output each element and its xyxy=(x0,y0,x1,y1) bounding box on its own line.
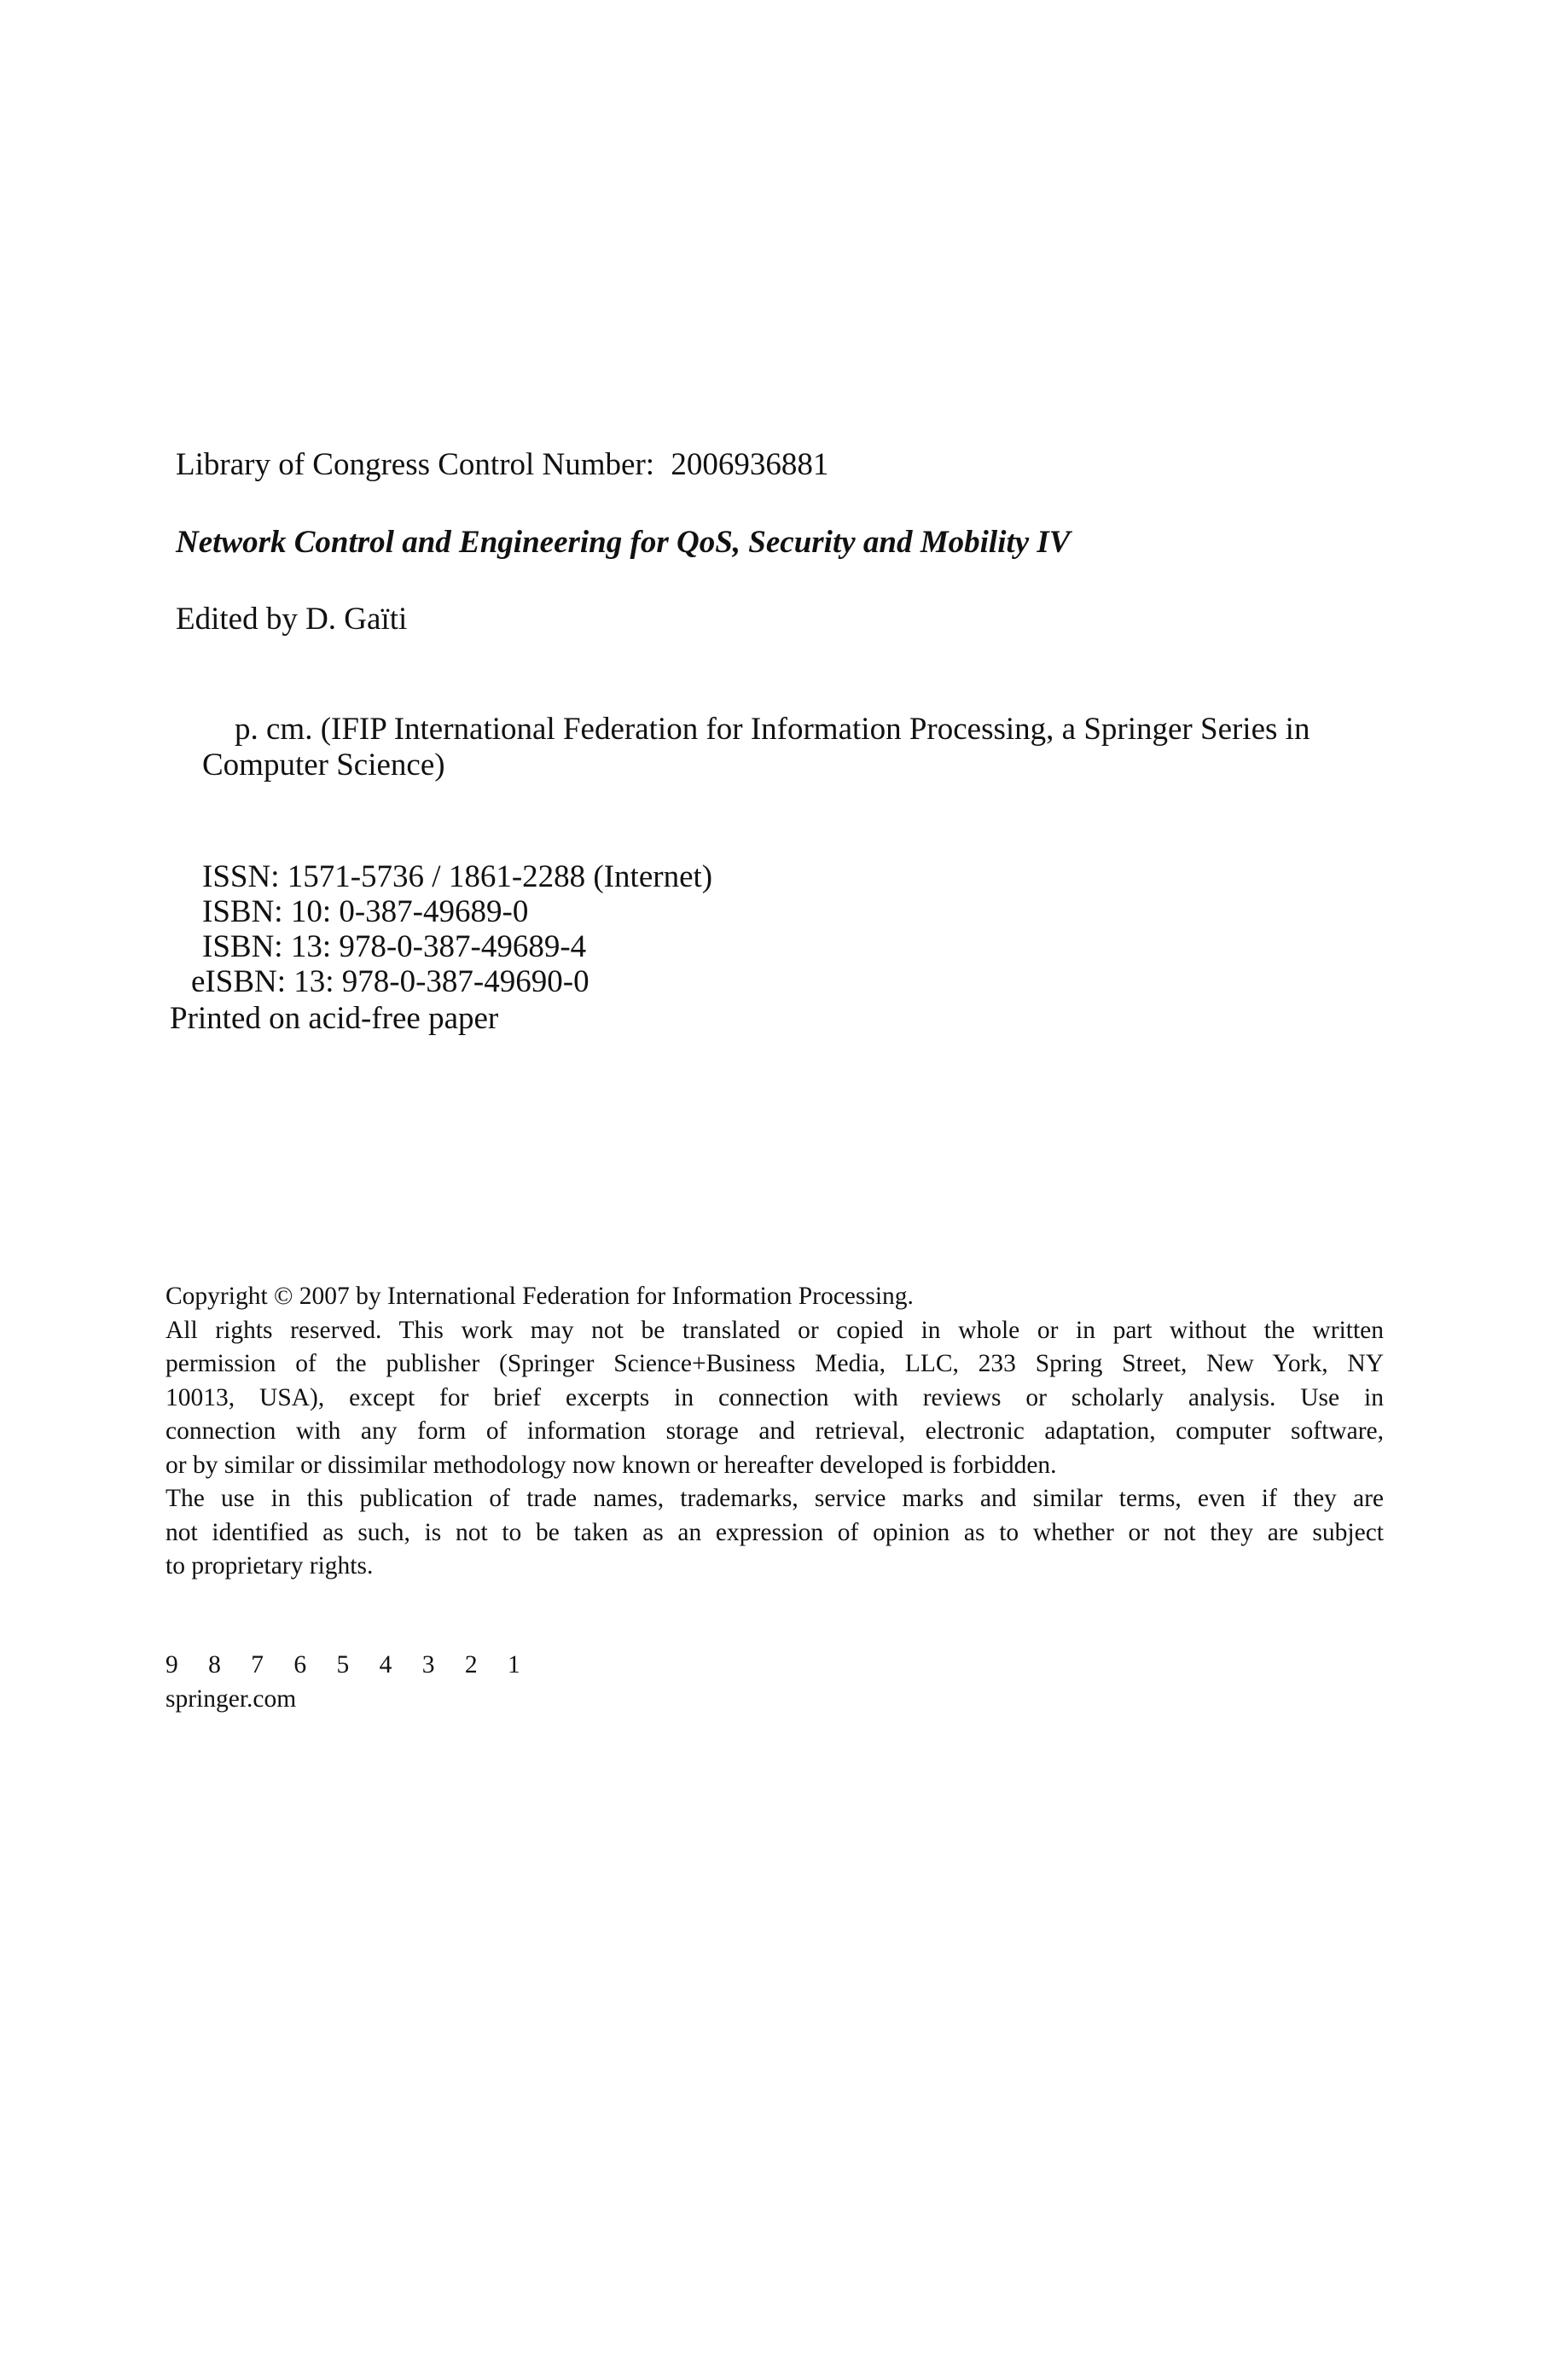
rights-line-5: or by similar or dissimilar methodology now known or hereafter developed is forbidden. xyxy=(166,1452,1057,1479)
trademark-line-2: not identified as such, is not to be taken as an expression of opinion as to whether or not they are subject xyxy=(166,1519,1384,1546)
isbn13-label: ISBN: xyxy=(202,929,283,964)
isbn10-value: 10: 0-387-49689-0 xyxy=(290,894,529,929)
rights-line-4: connection with any form of information storage and retrieval, electronic adaptation, computer software, xyxy=(166,1417,1384,1445)
series-line-1: p. cm. (IFIP International Federation for Information Processing, a Springer Series in xyxy=(235,712,1310,747)
eisbn-label: eISBN: xyxy=(191,964,286,999)
series-line-2: Computer Science) xyxy=(202,748,445,783)
lccn-value: 2006936881 xyxy=(671,447,829,482)
issn-line xyxy=(202,858,712,896)
print-line: 9 8 7 6 5 4 3 2 1 xyxy=(166,1651,532,1679)
book-title: Network Control and Engineering for QoS, Security and Mobility IV xyxy=(176,525,1071,560)
rights-line-2: permission of the publisher (Springer Science+Business Media, LLC, 233 Spring Street, New York, NY xyxy=(166,1350,1384,1377)
trademark-line-3: to proprietary rights. xyxy=(166,1552,374,1580)
issn-label: ISSN: xyxy=(202,859,280,894)
paper-note: Printed on acid-free paper xyxy=(170,1001,499,1036)
website: springer.com xyxy=(166,1685,297,1713)
eisbn-value: 13: 978-0-387-49690-0 xyxy=(293,964,589,999)
edited-by: Edited by D. Gaïti xyxy=(176,602,408,637)
rights-line-3: 10013, USA), except for brief excerpts in connection with reviews or scholarly analysis. Use in xyxy=(166,1384,1384,1411)
lccn-label: Library of Congress Control Number: xyxy=(176,447,655,482)
isbn10-line xyxy=(202,893,528,931)
copyright-notice: Copyright © 2007 by International Federation for Information Processing. xyxy=(166,1283,914,1310)
isbn13-value: 13: 978-0-387-49689-4 xyxy=(290,929,587,964)
rights-line-1: All rights reserved. This work may not be translated or copied in whole or in part without the written xyxy=(166,1317,1384,1344)
issn-value: 1571-5736 / 1861-2288 (Internet) xyxy=(287,859,713,894)
lccn-line xyxy=(176,446,828,484)
isbn10-label: ISBN: xyxy=(202,894,283,929)
isbn13-line xyxy=(202,928,586,966)
eisbn-line xyxy=(191,963,589,1001)
trademark-line-1: The use in this publication of trade names, trademarks, service marks and similar terms, even if they are xyxy=(166,1485,1384,1512)
